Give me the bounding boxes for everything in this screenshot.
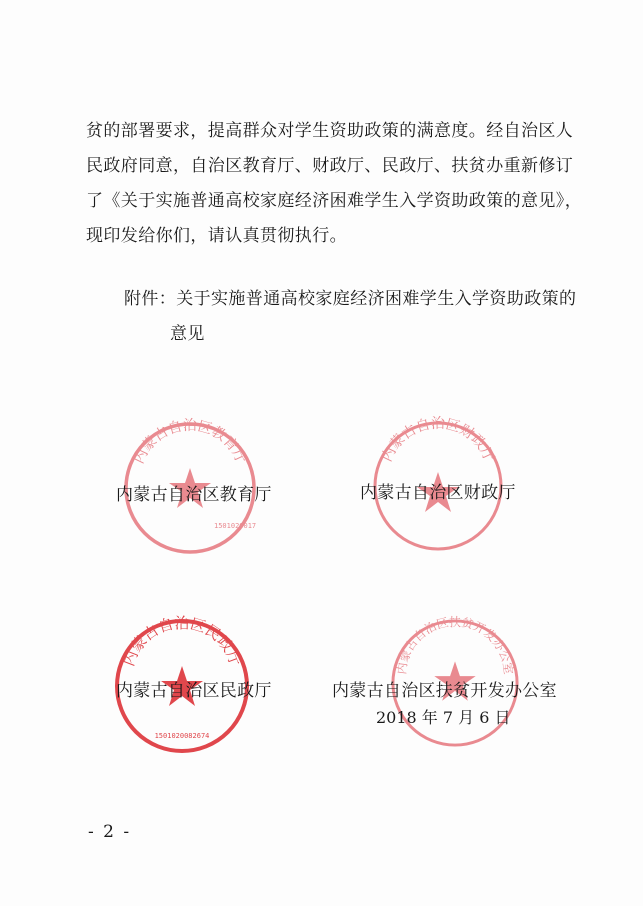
body-line: 了《关于实施普通高校家庭经济困难学生入学资助政策的意见》， <box>86 191 583 211</box>
attachment-line-2: 意见 <box>170 324 205 344</box>
page-number: - 2 - <box>88 822 132 842</box>
seal-ring-text: 内蒙古自治区教育厅 <box>131 418 249 467</box>
attachment-note <box>124 282 576 352</box>
seal-code: 1501020017 <box>214 522 257 530</box>
signature-education: 内蒙古自治区教育厅 <box>116 485 272 505</box>
signature-civil-affairs: 内蒙古自治区民政厅 <box>116 681 272 701</box>
body-line: 现印发给你们，请认真贯彻执行。 <box>86 226 347 246</box>
seal-ring-text: 内蒙古自治区扶贫开发办公室 <box>394 614 516 676</box>
issue-date: 2018 年 7 月 6 日 <box>376 708 511 727</box>
seal-ring-text: 内蒙古自治区民政厅 <box>119 614 245 669</box>
body-line: 民政府同意，自治区教育厅、财政厅、民政厅、扶贫办重新修订 <box>86 156 574 176</box>
signature-poverty-office: 内蒙古自治区扶贫开发办公室 <box>332 681 557 701</box>
body-paragraph <box>86 114 583 254</box>
seal-code: 1501020082674 <box>154 732 210 740</box>
seal-ring-text: 内蒙古自治区财政厅 <box>379 416 497 465</box>
attachment-line-1: 附件：关于实施普通高校家庭经济困难学生入学资助政策的 <box>124 289 577 309</box>
body-line: 贫的部署要求，提高群众对学生资助政策的满意度。经自治区人 <box>86 121 574 141</box>
signature-finance: 内蒙古自治区财政厅 <box>360 483 516 503</box>
